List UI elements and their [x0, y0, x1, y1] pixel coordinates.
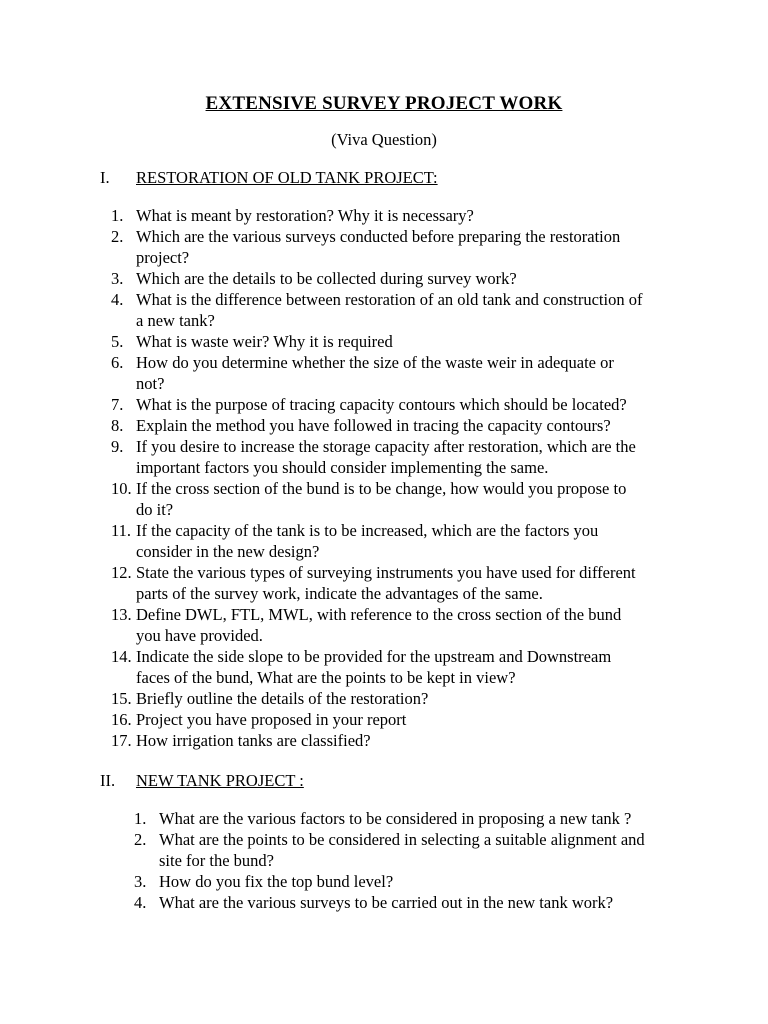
section-heading-new-tank: [100, 770, 304, 791]
section-title: NEW TANK PROJECT :: [136, 771, 304, 790]
question-item: [111, 289, 681, 331]
question-text-line: Explain the method you have followed in tracing the capacity contours?: [136, 416, 611, 435]
question-text-line: How do you determine whether the size of the waste weir in adequate or: [136, 353, 614, 372]
question-item: [111, 709, 681, 730]
question-text-line: How do you fix the top bund level?: [159, 872, 394, 891]
question-text-line: What are the various surveys to be carried out in the new tank work?: [159, 893, 614, 912]
question-item: [134, 892, 684, 913]
question-text-line: Briefly outline the details of the restoration?: [136, 689, 429, 708]
page-title: EXTENSIVE SURVEY PROJECT WORK: [205, 93, 563, 114]
question-number: 12.: [111, 563, 132, 582]
question-text-line: Project you have proposed in your report: [136, 710, 407, 729]
question-text-line: Which are the various surveys conducted before preparing the restoration: [136, 227, 621, 246]
question-text-line: What is the purpose of tracing capacity contours which should be located?: [136, 395, 627, 414]
question-text-line: you have provided.: [136, 626, 263, 645]
question-number: 2.: [111, 227, 124, 246]
question-text-line: a new tank?: [136, 311, 215, 330]
question-number: 3.: [111, 269, 124, 288]
section-heading-restoration: [100, 167, 438, 188]
question-item: [111, 604, 681, 646]
question-number: 1.: [134, 809, 147, 828]
question-number: 6.: [111, 353, 124, 372]
question-item: [111, 520, 681, 562]
question-item: [111, 436, 681, 478]
restoration-question-list: [111, 205, 681, 751]
question-text-line: If the capacity of the tank is to be increased, which are the factors you: [136, 521, 599, 540]
question-text-line: Which are the details to be collected during survey work?: [136, 269, 517, 288]
question-text-line: faces of the bund, What are the points to be kept in view?: [136, 668, 516, 687]
question-item: [134, 871, 684, 892]
section-title: RESTORATION OF OLD TANK PROJECT:: [136, 168, 438, 187]
question-number: 14.: [111, 647, 132, 666]
question-number: 17.: [111, 731, 132, 750]
question-text-line: project?: [136, 248, 190, 267]
question-text-line: not?: [136, 374, 165, 393]
question-text-line: Define DWL, FTL, MWL, with reference to the cross section of the bund: [136, 605, 622, 624]
question-text-line: consider in the new design?: [136, 542, 320, 561]
question-text-line: parts of the survey work, indicate the advantages of the same.: [136, 584, 543, 603]
question-text-line: How irrigation tanks are classified?: [136, 731, 371, 750]
question-item: [111, 205, 681, 226]
question-number: 10.: [111, 479, 132, 498]
question-text-line: What is waste weir? Why it is required: [136, 332, 393, 351]
question-number: 2.: [134, 830, 147, 849]
page-subtitle: (Viva Question): [331, 130, 437, 149]
question-text-line: What is the difference between restoration of an old tank and construction of: [136, 290, 643, 309]
section-numeral: I.: [100, 168, 110, 187]
question-text-line: If the cross section of the bund is to be change, how would you propose to: [136, 479, 627, 498]
question-item: [111, 268, 681, 289]
question-text-line: What are the points to be considered in selecting a suitable alignment and: [159, 830, 645, 849]
question-number: 11.: [111, 521, 132, 540]
question-number: 9.: [111, 437, 124, 456]
question-item: [111, 646, 681, 688]
question-item: [111, 730, 681, 751]
question-text-line: If you desire to increase the storage capacity after restoration, which are the: [136, 437, 636, 456]
question-item: [111, 478, 681, 520]
question-item: [134, 808, 684, 829]
question-item: [111, 394, 681, 415]
new-tank-question-list: [134, 808, 684, 913]
question-number: 4.: [134, 893, 147, 912]
question-number: 5.: [111, 332, 124, 351]
question-item: [111, 226, 681, 268]
question-text-line: do it?: [136, 500, 174, 519]
question-number: 4.: [111, 290, 124, 309]
section-numeral: II.: [100, 771, 116, 790]
question-item: [111, 331, 681, 352]
question-item: [111, 562, 681, 604]
question-item: [111, 352, 681, 394]
question-text-line: Indicate the side slope to be provided for the upstream and Downstream: [136, 647, 612, 666]
question-number: 16.: [111, 710, 132, 729]
question-number: 13.: [111, 605, 132, 624]
question-number: 7.: [111, 395, 124, 414]
question-number: 1.: [111, 206, 124, 225]
question-item: [111, 415, 681, 436]
question-number: 8.: [111, 416, 124, 435]
question-text-line: important factors you should consider implementing the same.: [136, 458, 549, 477]
question-item: [134, 829, 684, 871]
question-number: 3.: [134, 872, 147, 891]
question-text-line: What is meant by restoration? Why it is necessary?: [136, 206, 474, 225]
question-text-line: site for the bund?: [159, 851, 275, 870]
question-item: [111, 688, 681, 709]
question-text-line: State the various types of surveying instruments you have used for different: [136, 563, 636, 582]
question-text-line: What are the various factors to be considered in proposing a new tank ?: [159, 809, 632, 828]
question-number: 15.: [111, 689, 132, 708]
